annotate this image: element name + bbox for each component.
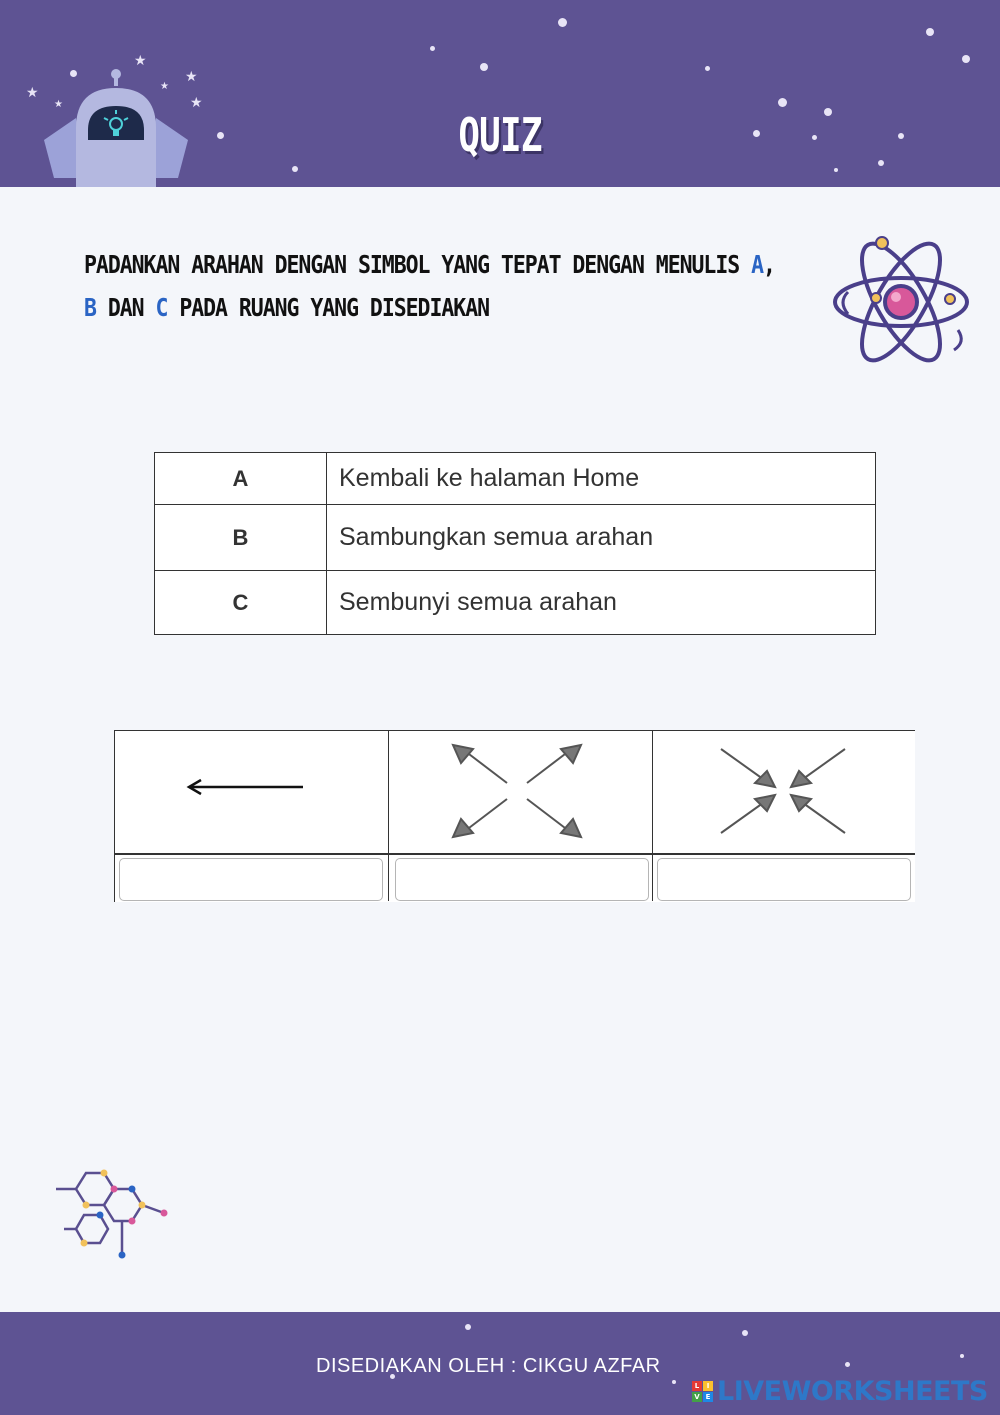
legend-key: C <box>155 571 327 635</box>
answer-input-1[interactable] <box>119 858 383 901</box>
legend-table <box>154 452 876 635</box>
instruction-comma: , <box>762 250 775 279</box>
table-row <box>155 571 876 635</box>
liveworksheets-logo[interactable] <box>692 1376 988 1406</box>
logo-letter: E <box>703 1392 713 1402</box>
page-title: QUIZ <box>458 108 542 162</box>
legend-key: A <box>155 453 327 505</box>
answer-input-3[interactable] <box>657 858 911 901</box>
instruction-part1: PADANKAN ARAHAN DENGAN SIMBOL YANG TEPAT DENGAN MENULIS <box>84 250 752 279</box>
symbol-cell <box>115 731 389 901</box>
legend-description: Sambungkan semua arahan <box>327 505 876 571</box>
legend-key: B <box>155 505 327 571</box>
instruction-and: DAN <box>95 293 156 322</box>
symbol-grid <box>114 730 915 902</box>
answer-input-2[interactable] <box>395 858 649 901</box>
legend-description: Sembunyi semua arahan <box>327 571 876 635</box>
letter-a: A <box>751 250 763 279</box>
symbol-cell <box>653 731 915 901</box>
left-arrow-icon <box>183 775 307 799</box>
symbol-cell <box>389 731 653 901</box>
robot-icon <box>36 68 196 187</box>
header-banner: ★ ★ ★ ★ ★ ★ QUIZ <box>0 0 1000 187</box>
legend-description: Kembali ke halaman Home <box>327 453 876 505</box>
table-row <box>155 505 876 571</box>
atom-icon <box>826 230 976 370</box>
table-row <box>155 453 876 505</box>
instruction-text <box>84 243 858 329</box>
expand-arrows-icon <box>449 743 585 839</box>
collapse-arrows-icon <box>715 743 851 839</box>
logo-letter: V <box>692 1392 702 1402</box>
logo-text: LIVEWORKSHEETS <box>717 1375 988 1407</box>
logo-squares <box>692 1381 713 1402</box>
instruction-part2: PADA RUANG YANG DISEDIAKAN <box>167 293 490 322</box>
letter-c: C <box>155 293 168 322</box>
letter-b: B <box>84 293 96 322</box>
logo-letter: L <box>692 1381 702 1391</box>
logo-letter: I <box>703 1381 713 1391</box>
author-credit: DISEDIAKAN OLEH : CIKGU AZFAR <box>316 1355 661 1377</box>
molecule-icon <box>56 1165 186 1265</box>
